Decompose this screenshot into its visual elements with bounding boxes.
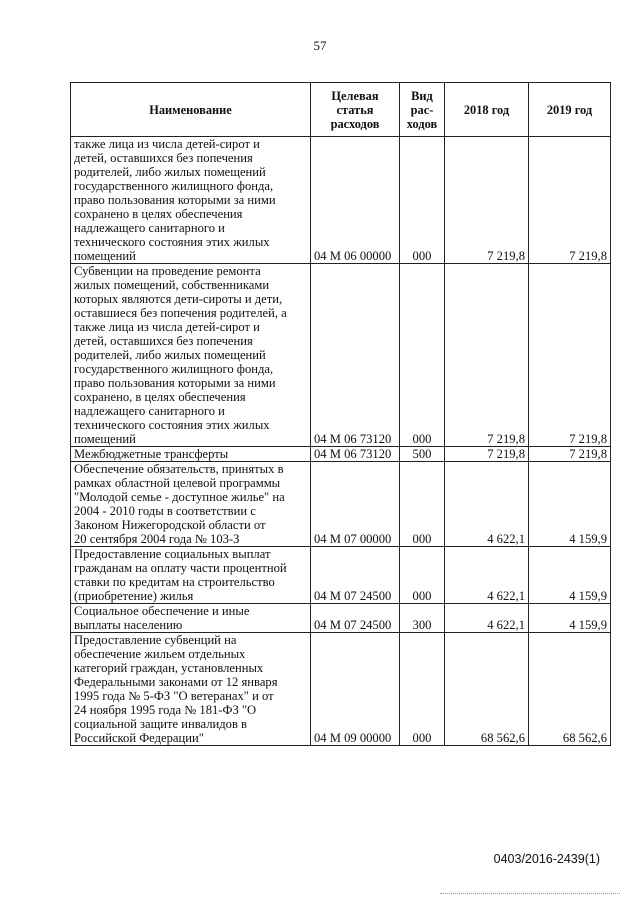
row-name bbox=[71, 604, 311, 633]
row-name-line: "Молодой семье - доступное жилье" на bbox=[74, 490, 285, 504]
row-2018: 7 219,8 bbox=[445, 137, 529, 264]
row-name-line: помещений bbox=[74, 432, 136, 446]
row-name-line: (приобретение) жилья bbox=[74, 589, 194, 603]
row-2019: 4 159,9 bbox=[529, 604, 611, 633]
row-name-line: Предоставление социальных выплат bbox=[74, 547, 271, 561]
row-name-line: рамках областной целевой программы bbox=[74, 476, 281, 490]
row-name-line: обеспечение жильем отдельных bbox=[74, 647, 246, 661]
row-name-line: Обеспечение обязательств, принятых в bbox=[74, 462, 284, 476]
table-row bbox=[71, 547, 611, 604]
row-name-line: Федеральными законами от 12 января bbox=[74, 675, 278, 689]
header-type-line: рас- bbox=[410, 102, 434, 117]
row-name bbox=[71, 447, 311, 462]
row-code: 04 М 09 00000 bbox=[311, 633, 400, 746]
row-name-line: детей, оставшихся без попечения bbox=[74, 334, 253, 348]
row-2019: 68 562,6 bbox=[529, 633, 611, 746]
row-code: 04 М 07 24500 bbox=[311, 604, 400, 633]
row-name-line: государственного жилищного фонда, bbox=[74, 179, 274, 193]
row-name-line: детей, оставшихся без попечения bbox=[74, 151, 253, 165]
row-name-line: право пользования которыми за ними bbox=[74, 376, 276, 390]
row-name-line: помещений bbox=[74, 249, 136, 263]
row-code: 04 М 07 24500 bbox=[311, 547, 400, 604]
row-2018: 7 219,8 bbox=[445, 264, 529, 447]
row-code: 04 М 06 73120 bbox=[311, 264, 400, 447]
row-2018: 68 562,6 bbox=[445, 633, 529, 746]
row-name-line: технического состояния этих жилых bbox=[74, 418, 270, 432]
row-type: 300 bbox=[400, 604, 445, 633]
row-type: 000 bbox=[400, 633, 445, 746]
row-2018: 7 219,8 bbox=[445, 447, 529, 462]
row-name-line: 20 сентября 2004 года № 103-З bbox=[74, 532, 240, 546]
row-name-line: сохранено, в целях обеспечения bbox=[74, 390, 246, 404]
row-name-line: категорий граждан, установленных bbox=[74, 661, 264, 675]
row-name bbox=[71, 137, 311, 264]
header-type-line: ходов bbox=[406, 116, 438, 131]
row-code: 04 М 06 00000 bbox=[311, 137, 400, 264]
row-name-line: также лица из числа детей-сирот и bbox=[74, 137, 260, 151]
row-name-line: 1995 года № 5-ФЗ "О ветеранах" и от bbox=[74, 689, 274, 703]
header-2019: 2019 год bbox=[529, 83, 611, 137]
header-type-line: Вид bbox=[411, 88, 433, 103]
row-name-line: также лица из числа детей-сирот и bbox=[74, 320, 260, 334]
row-name-line: выплаты населению bbox=[74, 618, 183, 632]
row-type: 000 bbox=[400, 462, 445, 547]
row-name-line: оставшиеся без попечения родителей, а bbox=[74, 306, 287, 320]
row-name-line: технического состояния этих жилых bbox=[74, 235, 270, 249]
row-2018: 4 622,1 bbox=[445, 462, 529, 547]
table-row bbox=[71, 447, 611, 462]
row-type: 000 bbox=[400, 547, 445, 604]
header-name: Наименование bbox=[71, 83, 311, 137]
row-name bbox=[71, 633, 311, 746]
row-name-line: социальной защите инвалидов в bbox=[74, 717, 247, 731]
header-code-line: расходов bbox=[330, 116, 380, 131]
row-name bbox=[71, 264, 311, 447]
row-2019: 7 219,8 bbox=[529, 447, 611, 462]
row-2019: 7 219,8 bbox=[529, 137, 611, 264]
table-row bbox=[71, 604, 611, 633]
row-2019: 4 159,9 bbox=[529, 547, 611, 604]
row-2018: 4 622,1 bbox=[445, 547, 529, 604]
budget-table bbox=[70, 82, 611, 746]
document-code: 0403/2016-2439(1) bbox=[493, 852, 600, 866]
row-name-line: право пользования которыми за ними bbox=[74, 193, 276, 207]
table-header-row bbox=[71, 83, 611, 137]
row-name-line: надлежащего санитарного и bbox=[74, 404, 225, 418]
row-name-line: родителей, либо жилых помещений bbox=[74, 348, 266, 362]
row-name-line: Межбюджетные трансферты bbox=[74, 447, 229, 461]
header-2018: 2018 год bbox=[445, 83, 529, 137]
row-type: 000 bbox=[400, 264, 445, 447]
row-name bbox=[71, 547, 311, 604]
row-name-line: Законом Нижегородской области от bbox=[74, 518, 266, 532]
header-code-line: Целевая bbox=[331, 88, 379, 103]
row-name-line: государственного жилищного фонда, bbox=[74, 362, 274, 376]
row-name-line: Предоставление субвенций на bbox=[74, 633, 237, 647]
row-code: 04 М 07 00000 bbox=[311, 462, 400, 547]
scan-mark bbox=[440, 893, 620, 896]
table-row bbox=[71, 137, 611, 264]
row-name-line: Российской Федерации" bbox=[74, 731, 204, 745]
page-number: 57 bbox=[313, 38, 327, 53]
row-name-line: Субвенции на проведение ремонта bbox=[74, 264, 261, 278]
row-name-line: родителей, либо жилых помещений bbox=[74, 165, 266, 179]
header-code bbox=[311, 83, 400, 137]
row-2019: 7 219,8 bbox=[529, 264, 611, 447]
row-name-line: которых являются дети-сироты и дети, bbox=[74, 292, 283, 306]
row-name-line: жилых помещений, собственниками bbox=[74, 278, 270, 292]
row-2019: 4 159,9 bbox=[529, 462, 611, 547]
table-row bbox=[71, 633, 611, 746]
row-name bbox=[71, 462, 311, 547]
row-name-line: надлежащего санитарного и bbox=[74, 221, 225, 235]
header-code-line: статья bbox=[336, 102, 374, 117]
header-type bbox=[400, 83, 445, 137]
row-name-line: сохранено в целях обеспечения bbox=[74, 207, 243, 221]
row-name-line: ставки по кредитам на строительство bbox=[74, 575, 275, 589]
table-body bbox=[71, 137, 611, 746]
table-row bbox=[71, 462, 611, 547]
row-type: 000 bbox=[400, 137, 445, 264]
row-type: 500 bbox=[400, 447, 445, 462]
row-2018: 4 622,1 bbox=[445, 604, 529, 633]
row-name-line: Социальное обеспечение и иные bbox=[74, 604, 250, 618]
table-row bbox=[71, 264, 611, 447]
row-name-line: 24 ноября 1995 года № 181-ФЗ "О bbox=[74, 703, 257, 717]
row-name-line: гражданам на оплату части процентной bbox=[74, 561, 287, 575]
row-code: 04 М 06 73120 bbox=[311, 447, 400, 462]
row-name-line: 2004 - 2010 годы в соответствии с bbox=[74, 504, 256, 518]
